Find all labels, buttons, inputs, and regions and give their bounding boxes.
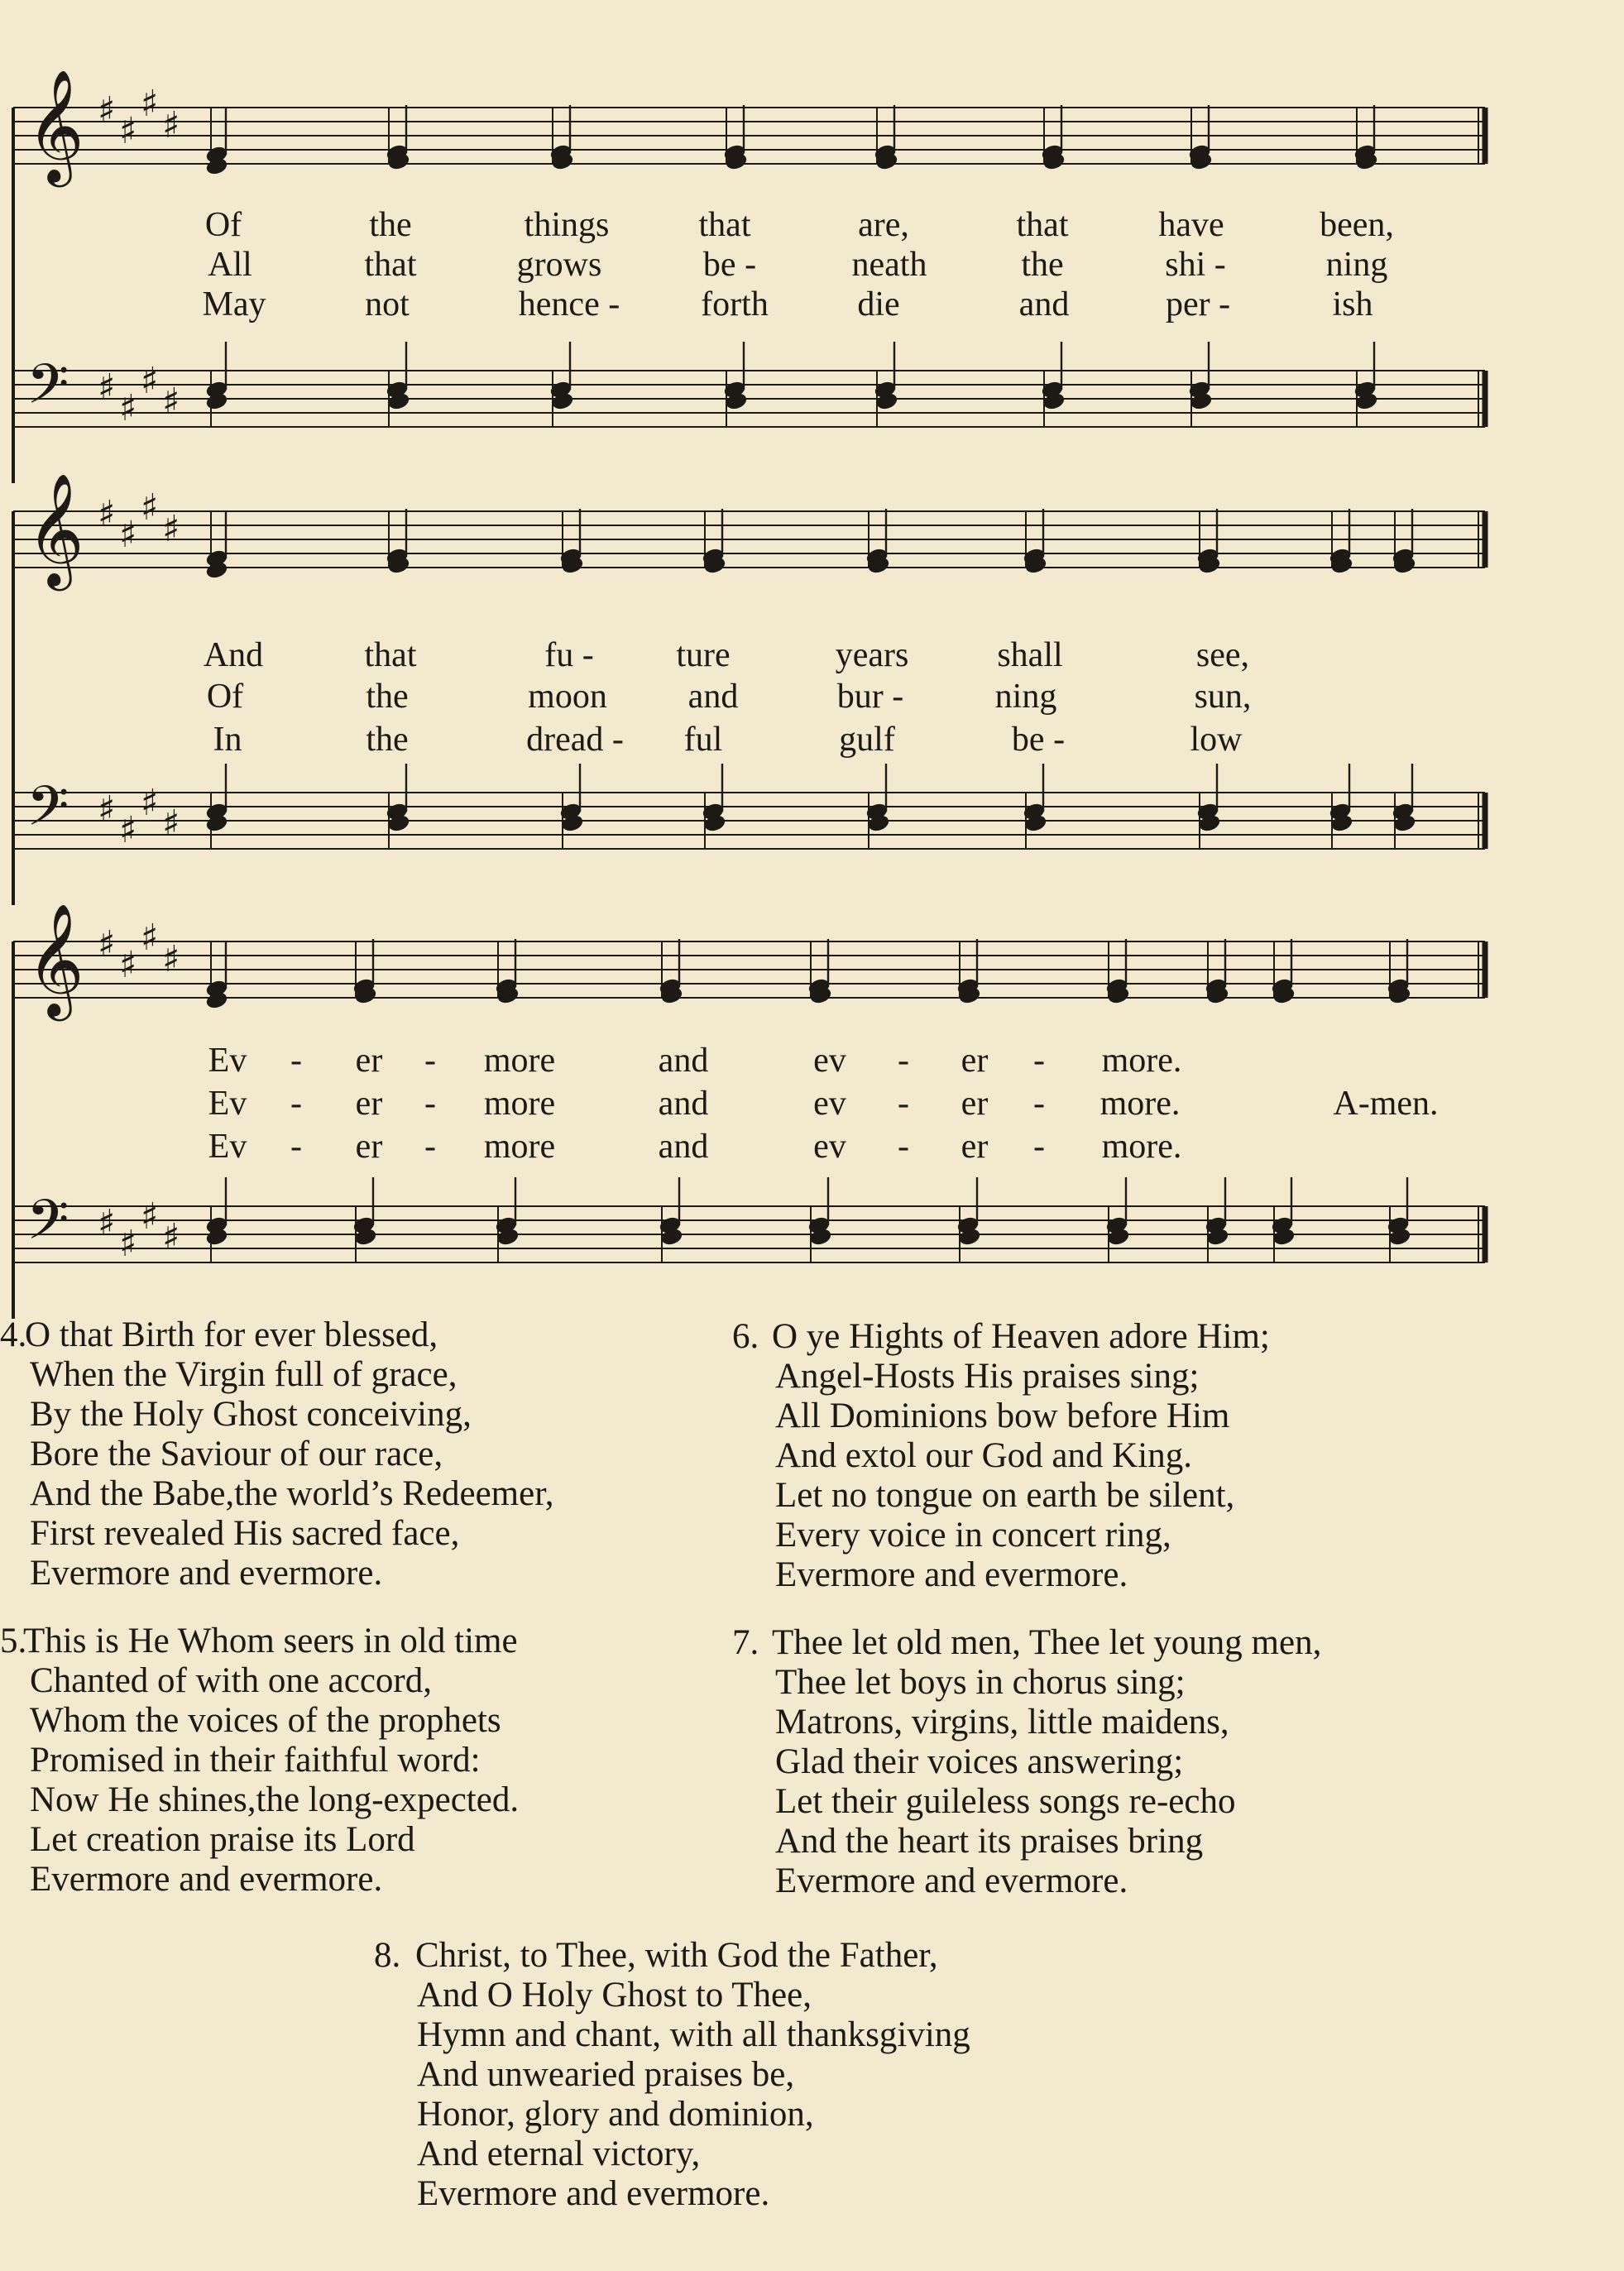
lyrics-system1-verse2	[0, 245, 1624, 285]
stanza-line: O ye Hights of Heaven adore Him;	[772, 1317, 1270, 1356]
lyric: ning	[994, 678, 1057, 716]
lyric: more	[483, 1085, 556, 1123]
lyric: be -	[702, 246, 757, 284]
stanza-line: Every voice in concert ring,	[775, 1516, 1171, 1555]
stanza-line: O that Birth for ever blessed,	[25, 1315, 438, 1354]
lyric: ture	[676, 636, 731, 674]
stanza-line: Matrons, virgins, little maidens,	[775, 1703, 1229, 1742]
lyric: hence -	[518, 285, 620, 323]
lyric: and	[687, 678, 739, 716]
lyric: more	[483, 1128, 556, 1166]
lyric: more	[483, 1042, 556, 1080]
lyric: A-men.	[1333, 1085, 1439, 1123]
lyric: sun,	[1194, 678, 1252, 716]
sharp-icon: ♯	[98, 788, 116, 831]
stanza-line: Bore the Saviour of our race,	[30, 1435, 443, 1473]
lyric: low	[1190, 721, 1243, 759]
lyric: per -	[1165, 285, 1231, 323]
lyrics-system1-verse1	[0, 205, 1624, 245]
stanza-number: 7.	[732, 1623, 759, 1662]
sharp-icon: ♯	[119, 1223, 137, 1265]
lyric: die	[857, 285, 900, 323]
lyric: -	[1033, 1042, 1045, 1080]
sharp-icon: ♯	[98, 89, 116, 132]
lyrics-system1-verse3	[0, 285, 1624, 324]
lyric: more.	[1101, 1128, 1182, 1166]
lyric: Ev	[208, 1042, 247, 1080]
lyric: -	[424, 1085, 436, 1123]
lyric: been,	[1320, 206, 1394, 244]
lyric: ish	[1332, 285, 1373, 323]
lyric: Ev	[208, 1085, 247, 1123]
lyric: gulf	[839, 721, 895, 759]
stanza-line: Hymn and chant, with all thanksgiving	[417, 2015, 970, 2054]
lyric: Ev	[208, 1128, 247, 1166]
sharp-icon: ♯	[162, 938, 180, 980]
treble-clef-icon: 𝄞	[26, 68, 84, 182]
stanza-line: Glad their voices answering;	[775, 1742, 1184, 1781]
sharp-icon: ♯	[162, 508, 180, 550]
lyric: that	[1016, 206, 1069, 244]
lyric: -	[424, 1128, 436, 1166]
bass-clef-icon: 𝄢	[26, 1188, 69, 1265]
stanza-line: And O Holy Ghost to Thee,	[417, 1976, 812, 2015]
lyrics-system3-verse2	[0, 1084, 1624, 1124]
treble-clef-icon: 𝄞	[26, 472, 84, 586]
lyric: dread -	[526, 721, 624, 759]
lyric: fu -	[544, 636, 594, 674]
lyric: ev	[813, 1042, 846, 1080]
lyric: -	[1033, 1128, 1045, 1166]
stanza-line: And unwearied praises be,	[417, 2055, 795, 2094]
lyric: ning	[1325, 246, 1388, 284]
lyric: not	[365, 285, 410, 323]
lyric: that	[698, 206, 751, 244]
stanza-line: First revealed His sacred face,	[30, 1514, 460, 1553]
sharp-icon: ♯	[119, 809, 137, 851]
stanza-line: Chanted of with one accord,	[30, 1661, 432, 1700]
sharp-icon: ♯	[119, 514, 137, 556]
lyric: -	[424, 1042, 436, 1080]
lyric: neath	[851, 246, 927, 284]
stanza-line: All Dominions bow before Him	[775, 1397, 1230, 1435]
lyric: shi -	[1165, 246, 1226, 284]
lyric: grows	[516, 246, 602, 284]
stanza-line: Angel-Hosts His praises sing;	[775, 1357, 1200, 1396]
sharp-icon: ♯	[98, 923, 116, 965]
lyric: ful	[683, 721, 723, 759]
stanza-number: 5.	[0, 1622, 27, 1660]
sharp-icon: ♯	[141, 360, 159, 402]
stanza-8	[374, 1936, 1201, 2214]
lyric: ev	[813, 1128, 846, 1166]
lyric: see,	[1195, 636, 1250, 674]
lyric: things	[524, 206, 610, 244]
sharp-icon: ♯	[119, 110, 137, 152]
sharp-icon: ♯	[141, 486, 159, 529]
lyric: more.	[1101, 1042, 1182, 1080]
sharp-icon: ♯	[162, 803, 180, 845]
lyric: have	[1158, 206, 1224, 244]
sharp-icon: ♯	[162, 1216, 180, 1258]
stanza-line: Promised in their faithful word:	[30, 1741, 481, 1780]
lyric: and	[658, 1042, 709, 1080]
stanza-line: This is He Whom seers in old time	[23, 1622, 518, 1660]
stanza-line: Whom the voices of the prophets	[30, 1701, 501, 1740]
lyric: more.	[1099, 1085, 1181, 1123]
stanza-line: Honor, glory and dominion,	[417, 2095, 814, 2134]
lyrics-system3-verse1	[0, 1041, 1624, 1080]
sharp-icon: ♯	[98, 367, 116, 409]
lyric: that	[364, 246, 417, 284]
treble-clef-icon: 𝄞	[26, 902, 84, 1016]
stanza-line: Thee let old men, Thee let young men,	[772, 1623, 1322, 1662]
sharp-icon: ♯	[98, 1202, 116, 1244]
sharp-icon: ♯	[141, 83, 159, 125]
stanza-line: Christ, to Thee, with God the Father,	[415, 1936, 938, 1975]
lyric: the	[369, 206, 412, 244]
lyric: -	[290, 1042, 302, 1080]
sharp-icon: ♯	[141, 917, 159, 959]
lyric: shall	[997, 636, 1063, 674]
lyrics-system2-verse1	[0, 635, 1624, 675]
stanza-line: Evermore and evermore.	[417, 2174, 770, 2213]
stanza-5	[0, 1622, 711, 1900]
stanza-line: Let no tongue on earth be silent,	[775, 1476, 1235, 1515]
lyric: er	[961, 1042, 989, 1080]
lyrics-system2-verse2	[0, 677, 1624, 716]
lyric: er	[961, 1128, 989, 1166]
stanza-line: Evermore and evermore.	[775, 1861, 1128, 1900]
bass-clef-icon: 𝄢	[26, 774, 69, 851]
lyric: And	[203, 636, 264, 674]
lyric: -	[290, 1085, 302, 1123]
lyric: that	[364, 636, 417, 674]
lyric: years	[835, 636, 909, 674]
sharp-icon: ♯	[162, 104, 180, 146]
stanza-line: Evermore and evermore.	[30, 1860, 383, 1899]
lyric: the	[366, 678, 409, 716]
lyric: and	[658, 1085, 709, 1123]
sharp-icon: ♯	[119, 387, 137, 429]
lyric: Of	[204, 206, 242, 244]
lyric: er	[355, 1042, 383, 1080]
lyric: er	[355, 1128, 383, 1166]
bass-clef-icon: 𝄢	[26, 352, 69, 429]
lyric: All	[208, 246, 252, 284]
lyric: -	[898, 1128, 909, 1166]
lyric: May	[202, 285, 266, 323]
lyric: the	[366, 721, 409, 759]
lyric: ev	[813, 1085, 846, 1123]
lyric: Of	[206, 678, 244, 716]
sharp-icon: ♯	[141, 782, 159, 824]
lyric: and	[658, 1128, 709, 1166]
lyric: are,	[858, 206, 909, 244]
stanza-line: And extol our God and King.	[775, 1436, 1192, 1475]
lyric: -	[290, 1128, 302, 1166]
stanza-number: 4.	[0, 1315, 27, 1354]
stanza-line: Thee let boys in chorus sing;	[775, 1663, 1186, 1702]
stanza-line: Now He shines,the long-expected.	[30, 1780, 520, 1819]
lyric: forth	[701, 285, 769, 323]
stanza-number: 8.	[374, 1936, 401, 1975]
lyrics-system3-verse3	[0, 1127, 1624, 1167]
sharp-icon: ♯	[141, 1195, 159, 1238]
stanza-line: By the Holy Ghost conceiving,	[30, 1395, 472, 1434]
stanza-line: And the Babe,the world’s Redeemer,	[30, 1474, 554, 1513]
stanza-line: Evermore and evermore.	[30, 1554, 383, 1593]
lyric: and	[1018, 285, 1070, 323]
lyric: er	[355, 1085, 383, 1123]
lyric: -	[1033, 1085, 1045, 1123]
stanza-6	[732, 1317, 1609, 1595]
stanza-line: When the Virgin full of grace,	[30, 1355, 457, 1394]
lyrics-system2-verse3	[0, 720, 1624, 759]
stanza-4	[0, 1315, 711, 1593]
stanza-number: 6.	[732, 1317, 759, 1356]
stanza-line: And the heart its praises bring	[775, 1822, 1204, 1861]
lyric: the	[1021, 246, 1064, 284]
stanza-7	[732, 1623, 1617, 1901]
lyric: moon	[528, 678, 607, 716]
sharp-icon: ♯	[98, 493, 116, 535]
lyric: er	[961, 1085, 989, 1123]
lyric: bur -	[836, 678, 904, 716]
lyric: In	[213, 721, 242, 759]
sharp-icon: ♯	[119, 944, 137, 986]
lyric: -	[898, 1085, 909, 1123]
sharp-icon: ♯	[162, 381, 180, 423]
stanza-line: And eternal victory,	[417, 2134, 701, 2173]
lyric: -	[898, 1042, 909, 1080]
stanza-line: Evermore and evermore.	[775, 1555, 1128, 1594]
stanza-line: Let creation praise its Lord	[30, 1820, 415, 1859]
lyric: be -	[1011, 721, 1066, 759]
stanza-line: Let their guileless songs re-echo	[775, 1782, 1236, 1821]
